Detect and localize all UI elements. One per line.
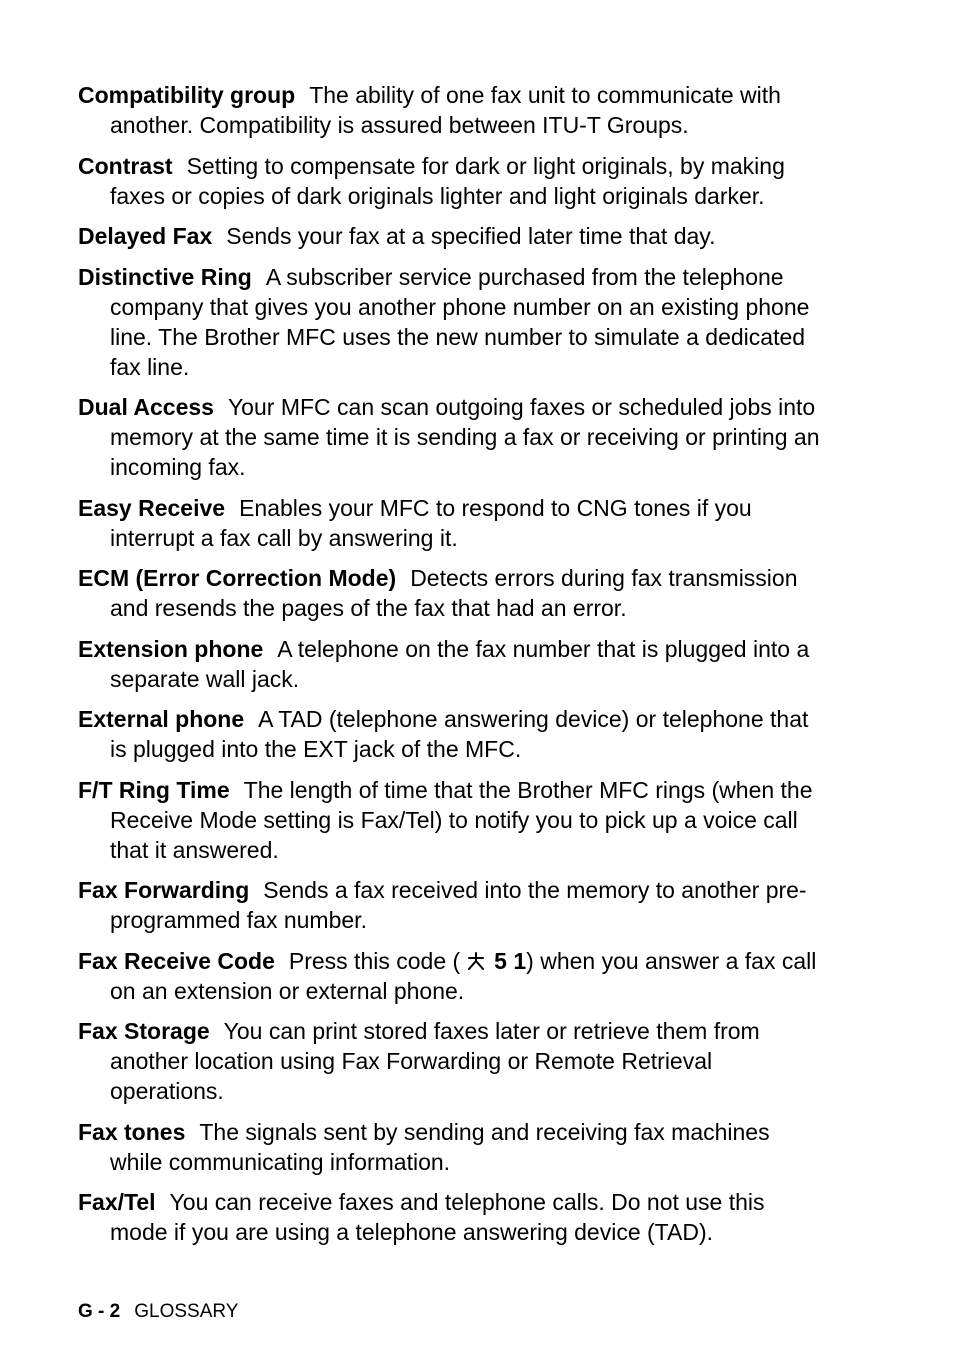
glossary-term: Dual Access <box>78 394 214 420</box>
glossary-definition: Enables your MFC to respond to CNG tones if you interrupt a fax call by answering it. <box>110 494 752 551</box>
glossary-term: Distinctive Ring <box>78 263 252 290</box>
glossary-entry <box>78 80 823 140</box>
glossary-term: Fax/Tel <box>78 1189 156 1215</box>
glossary-definition: Setting to compensate for dark or light originals, by making faxes or copies of dark originals lighter and light originals darker. <box>110 152 785 209</box>
fax-receive-code-keys: 5 1 <box>494 947 527 974</box>
glossary-entry <box>78 704 823 764</box>
section-name: GLOSSARY <box>134 1301 239 1322</box>
glossary-entry <box>78 221 823 251</box>
glossary-definition: Your MFC can scan outgoing faxes or scheduled jobs into memory at the same time it is sending a fax or receiving or printing an incoming fax. <box>110 394 820 480</box>
glossary-entry <box>78 262 823 382</box>
glossary-definition: The signals sent by sending and receiving fax machines while communicating information. <box>110 1118 770 1175</box>
glossary-definition: The length of time that the Brother MFC rings (when the Receive Mode setting is Fax/Tel) to notify you to pick up a voice call that it answered. <box>110 776 813 863</box>
glossary-term: Fax Receive Code <box>78 947 275 974</box>
glossary-term: Easy Receive <box>78 494 226 521</box>
glossary-list <box>78 80 823 1258</box>
glossary-definition: Detects errors during fax transmission and resends the pages of the fax that had an error. <box>110 565 798 621</box>
glossary-definition-start: Press this code ( <box>288 947 461 974</box>
glossary-entry <box>78 1117 823 1177</box>
glossary-term: Fax Storage <box>78 1018 210 1044</box>
glossary-entry <box>78 493 823 553</box>
glossary-definition-end: ) when you answer a fax call on an extension or external phone. <box>110 947 817 1004</box>
glossary-definition: Sends a fax received into the memory to another pre-programmed fax number. <box>110 877 807 933</box>
glossary-entry <box>78 946 823 1006</box>
glossary-definition: A TAD (telephone answering device) or telephone that is plugged into the EXT jack of the MFC. <box>110 706 809 762</box>
glossary-definition: You can print stored faxes later or retrieve them from another location using Fax Forwarding or Remote Retrieval operations. <box>110 1018 760 1104</box>
glossary-term: Fax Forwarding <box>78 877 250 903</box>
glossary-term: Contrast <box>78 152 173 179</box>
glossary-definition: A telephone on the fax number that is plugged into a separate wall jack. <box>110 635 810 692</box>
glossary-term: Extension phone <box>78 635 264 662</box>
glossary-entry <box>78 1187 823 1247</box>
glossary-entry <box>78 875 823 935</box>
asterisk-key-icon <box>466 951 486 971</box>
glossary-definition: Sends your fax at a specified later time that day. <box>226 223 716 249</box>
glossary-term: External phone <box>78 706 245 732</box>
glossary-entry <box>78 775 823 865</box>
glossary-definition: You can receive faxes and telephone calls. Do not use this mode if you are using a telephone answering device (TAD). <box>110 1189 765 1245</box>
glossary-definition: A subscriber service purchased from the telephone company that gives you another phone number on an existing phone line. The Brother MFC uses the new number to simulate a dedicated fax line. <box>110 263 810 380</box>
page-footer <box>78 1300 238 1324</box>
glossary-term: Fax tones <box>78 1118 186 1145</box>
glossary-term: ECM (Error Correction Mode) <box>78 565 397 591</box>
glossary-entry <box>78 1016 823 1106</box>
glossary-entry <box>78 392 823 482</box>
glossary-entry <box>78 563 823 623</box>
glossary-term: Compatibility group <box>78 82 296 108</box>
glossary-entry <box>78 634 823 694</box>
glossary-term: Delayed Fax <box>78 223 213 249</box>
glossary-definition: The ability of one fax unit to communicate with another. Compatibility is assured between ITU-T Groups. <box>110 82 781 138</box>
glossary-term: F/T Ring Time <box>78 776 230 803</box>
glossary-entry <box>78 151 823 211</box>
page-number: G - 2 <box>78 1301 121 1322</box>
